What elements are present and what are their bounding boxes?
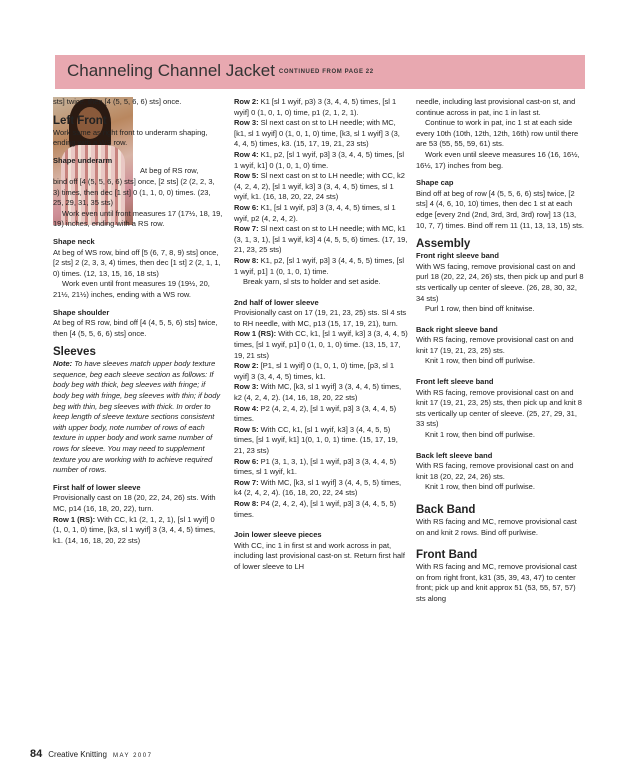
- section-heading-sleeves: Sleeves: [53, 346, 96, 359]
- paragraph: Provisionally cast on 18 (20, 22, 24, 26) sts. With MC, p14 (16, 18, 20, 22), turn.: [53, 493, 216, 513]
- page-number: 84: [30, 748, 43, 760]
- row-text: K1, p2, [sl 1 wyif, p3] 3 (4, 4, 5, 5) times, [sl 1 wyif, p1] 1 (0, 1, 0, 1) time.: [234, 255, 405, 276]
- row-instruction: [234, 97, 408, 118]
- subheading-front-right-band: Front right sleeve band: [416, 251, 499, 261]
- row-instruction: [53, 515, 223, 547]
- title-text: Channeling Channel Jacket: [67, 61, 275, 80]
- paragraph: Work even until front measures 19 (19½, 20, 21½, 21½) inches, ending with a WS row.: [53, 279, 210, 299]
- paragraph: With WS facing, remove provisional cast on and purl 18 (20, 22, 24, 26) sts, then pick up and purl 8 sts vertically up center of sleeve. (26, 28, 30, 32, 34 sts): [416, 261, 584, 303]
- paragraph: Continue to work in pat, inc 1 st at each side every 10th (10th, 12th, 12th, 16th) row until there are 53 (55, 55, 59, 61) sts.: [416, 118, 579, 149]
- paragraph: Work even until sleeve measures 16 (16, 16½, 16½, 17) inches from beg.: [416, 149, 580, 170]
- subheading-first-half: First half of lower sleeve: [53, 482, 141, 492]
- note-text: To have sleeves match upper body texture sequence, beg each sleeve section as follows: If body beg with thick, beg sleeves with fringe; if body beg with fringe, beg sleeves with thin; if body beg with thin, beg sleeves with thick. In order to keep length of sleeve texture sections consistent with upper body, note number of rows of each texture in upper body and work same number of rows for sleeve. You may need to supplement texture you are working with to achieve required number of rows.: [53, 359, 221, 475]
- row-instruction: [234, 361, 408, 382]
- row-instruction: [234, 425, 408, 457]
- row-text: With CC, k1, [sl 1 wyif, k3] 3 (3, 4, 4, 5) times, [sl 1 wyif, p1] 0 (1, 0, 1, 0) time. (13, 15, 17, 19, 21 sts): [234, 329, 408, 360]
- subheading-shape-neck: Shape neck: [53, 236, 95, 246]
- row-instruction: [234, 404, 408, 425]
- subheading-back-right-band: Back right sleeve band: [416, 324, 498, 334]
- section-heading-left-front: Left Front: [53, 114, 107, 127]
- row-label: Row 4:: [234, 403, 259, 413]
- row-text: K1 [sl 1 wyif, p3) 3 (3, 4, 4, 5) times, [sl 1 wyif] 0 (1, 0, 1, 0) time, p1 (2, 1, 2, 1).: [234, 97, 397, 117]
- paragraph: Knit 1 row, then bind off purlwise.: [425, 482, 535, 492]
- subheading-shape-underarm: Shape underarm: [53, 155, 113, 165]
- paragraph: needle, including last provisional cast-on st, and continue across in pat, inc 1 in last st.: [416, 97, 576, 117]
- column-2: [234, 97, 408, 573]
- paragraph: With RS facing and MC, remove provisional cast on and knit 2 rows. Bind off purlwise.: [416, 517, 577, 537]
- row-label: Row 1 (RS):: [53, 514, 96, 524]
- paragraph-text-lead: At beg of RS row,: [140, 166, 199, 176]
- row-label: Row 3:: [234, 118, 259, 128]
- article-title: [67, 61, 374, 81]
- column-1: [53, 97, 223, 546]
- row-text: With MC, [k3, sl 1 wyif] 3 (3, 4, 4, 5) times, k2 (4, 2, 4, 2). (14, 16, 18, 20, 22 sts): [234, 382, 402, 403]
- row-label: Row 5:: [234, 171, 259, 181]
- paragraph: Provisionally cast on 17 (19, 21, 23, 25) sts. Sl 4 sts to RH needle, with MC, p13 (15, 17, 19, 21), turn.: [234, 308, 407, 328]
- paragraph: Work same as right front to underarm shaping, ending with a WS row.: [53, 127, 208, 148]
- article-header: [55, 55, 585, 89]
- paragraph: sts] twice, then [4 (5, 5, 6, 6) sts] once.: [53, 97, 182, 106]
- row-instruction: [234, 499, 408, 520]
- section-heading-assembly: Assembly: [416, 238, 471, 251]
- paragraph: With RS facing, remove provisional cast on and knit 17 (19, 21, 23, 25) sts, then pick up and knit 8 sts vertically up center of sleeve. (25, 27, 29, 31, 33 sts): [416, 387, 582, 429]
- row-instruction: [234, 118, 408, 150]
- subheading-front-left-band: Front left sleeve band: [416, 377, 494, 387]
- row-instruction: [234, 329, 408, 361]
- row-instruction: [234, 256, 408, 277]
- row-label: Row 5:: [234, 424, 259, 434]
- row-text: With CC, k1 (2, 1, 2, 1), [sl 1 wyif] 0 (1, 0, 1, 0) time, [k3, sl 1 wyif] 3 (3, 4, 4, 5) times, k1. (14, 16, 18, 20, 22 sts): [53, 514, 216, 545]
- paragraph: Knit 1 row, then bind off purlwise.: [425, 430, 535, 440]
- note-label: Note:: [53, 359, 73, 369]
- section-heading-back-band: Back Band: [416, 504, 476, 516]
- row-text: P4 (2, 4, 2, 4), [sl 1 wyif, p3] 3 (4, 4, 5, 5) times.: [234, 498, 397, 519]
- subheading-join: Join lower sleeve pieces: [234, 530, 322, 540]
- row-label: Row 3:: [234, 382, 259, 392]
- row-label: Row 1 (RS):: [234, 329, 277, 339]
- paragraph: Knit 1 row, then bind off purlwise.: [425, 356, 535, 366]
- page-footer: [30, 748, 152, 760]
- row-text: With MC, [k3, sl 1 wyif] 3 (4, 4, 5, 5) times, k4 (2, 4, 2, 4). (16, 18, 20, 22, 24 sts): [234, 477, 402, 498]
- row-label: Row 2:: [234, 97, 259, 106]
- paragraph: [53, 166, 223, 208]
- row-instruction: [234, 224, 408, 256]
- subheading-shape-cap: Shape cap: [416, 178, 454, 188]
- section-heading-front-band: Front Band: [416, 549, 478, 562]
- subheading-back-left-band: Back left sleeve band: [416, 450, 493, 460]
- row-instruction: [234, 457, 408, 478]
- subheading-second-half: 2nd half of lower sleeve: [234, 297, 319, 307]
- row-text: Sl next cast on st to LH needle; with CC, k2 (4, 2, 4, 2), [sl 1 wyif, k3] 3 (3, 4, 4, 5) times, sl 1 wyif, k1. (16, 18, 20, 22, 24 sts): [234, 171, 405, 202]
- column-3: [416, 97, 586, 605]
- row-text: K1, [sl 1 wyif, p3] 3 (3, 4, 4, 5) times, sl 1 wyif, p2 (4, 2, 4, 2).: [234, 202, 396, 223]
- paragraph-text-rest: bind off [4 (5, 5, 6, 6) sts] once, [2 sts] (2 (2, 2, 3, 3) times, then dec [1 st] 0 (1, 1, 0, 0) times. (23, 25, 29, 31, 35 sts): [53, 176, 215, 208]
- paragraph: At beg of RS row, bind off [4 (4, 5, 5, 6) sts] twice, then [4 (5, 5, 6, 6) sts] once.: [53, 318, 218, 338]
- row-text: [P1, sl 1 wyif] 0 (1, 0, 1, 0) time, [p3, sl 1 wyif] 3 (3, 4, 4, 5) times, k1.: [234, 361, 395, 381]
- row-label: Row 6:: [234, 202, 259, 212]
- row-label: Row 6:: [234, 456, 259, 466]
- row-instruction: [234, 150, 408, 171]
- row-instruction: [234, 203, 408, 224]
- row-label: Row 8:: [234, 255, 259, 265]
- row-label: Row 7:: [234, 477, 259, 487]
- paragraph: Bind off at beg of row [4 (5, 5, 6, 6) sts] twice, [2 sts] 4 (4, 6, 10, 10) times, then dec 1 st at each edge [every 2nd (2nd, 3rd, 3rd, 3rd) row] 13 (13, 10, 7, 7) times. Bind off rem 11 (11, 13, 13, 15) sts.: [416, 188, 584, 230]
- row-instruction: [234, 171, 408, 203]
- row-label: Row 2:: [234, 361, 259, 371]
- paragraph: With RS facing, remove provisional cast on and knit 18 (20, 22, 24, 26) sts.: [416, 461, 574, 481]
- row-label: Row 8:: [234, 498, 259, 508]
- paragraph: Work even until front measures 17 (17½, 18, 19, 19) inches, ending with a RS row.: [53, 208, 223, 229]
- issue-date: MAY 2007: [112, 753, 153, 759]
- paragraph: With RS facing and MC, remove provisional cast on from right front, k31 (35, 39, 43, 47) to center front; pick up and knit approx 51 (53, 55, 57, 57) sts along: [416, 562, 577, 603]
- paragraph: At beg of WS row, bind off [5 (6, 7, 8, 9) sts] once, [2 sts] 2 (2, 3, 3, 4) times, then dec [1 st] 2 (2, 1, 1, 0) times. (12, 13, 15, 16, 18 sts): [53, 247, 221, 278]
- paragraph: Break yarn, sl sts to holder and set aside.: [243, 277, 381, 287]
- paragraph: With RS facing, remove provisional cast on and knit 17 (19, 21, 23, 25) sts.: [416, 335, 574, 355]
- note-paragraph: [53, 359, 223, 476]
- row-text: Sl next cast on st to LH needle; with MC, [k1, sl 1 wyif] 0 (1, 0, 1, 0) time, [k3, sl 1 wyif] 3 (3, 4, 4, 5) times, k3. (15, 17, 19, 21, 23 sts): [234, 118, 400, 149]
- subheading-shape-shoulder: Shape shoulder: [53, 307, 110, 317]
- row-label: Row 7:: [234, 224, 259, 234]
- row-instruction: [234, 382, 408, 403]
- magazine-name: Creative Knitting: [48, 750, 107, 759]
- continued-label: CONTINUED FROM PAGE 22: [278, 68, 374, 75]
- row-instruction: [234, 478, 408, 499]
- row-text: Sl next cast on st to LH needle; with MC, k1 (3, 1, 3, 1), [sl 1 wyif, k3] 4 (4, 5, 5, 6) times. (17, 19, 21, 23, 25 sts): [234, 224, 408, 255]
- row-text: P2 (4, 2, 4, 2), [sl 1 wyif, p3] 3 (3, 4, 4, 5) times.: [234, 403, 397, 424]
- row-text: P1 (3, 1, 3, 1), [sl 1 wyif, p3] 3 (3, 4, 4, 5) times, sl 1 wyif, k1.: [234, 456, 397, 477]
- row-label: Row 4:: [234, 149, 259, 159]
- paragraph: With CC, inc 1 in first st and work across in pat, including last provisional cast-on st. Return first half of lower sleeve to LH: [234, 540, 405, 571]
- paragraph: Purl 1 row, then bind off knitwise.: [425, 304, 535, 314]
- row-text: K1, p2, [sl 1 wyif, p3] 3 (3, 4, 4, 5) times, [sl 1 wyif, k1] 0 (1, 0, 1, 0) time.: [234, 149, 405, 170]
- row-text: With CC, k1, [sl 1 wyif, k3] 3 (4, 4, 5, 5) times, [sl 1 wyif, k1] 1(0, 1, 0, 1) time. (15, 17, 19, 21, 23 sts): [234, 424, 398, 455]
